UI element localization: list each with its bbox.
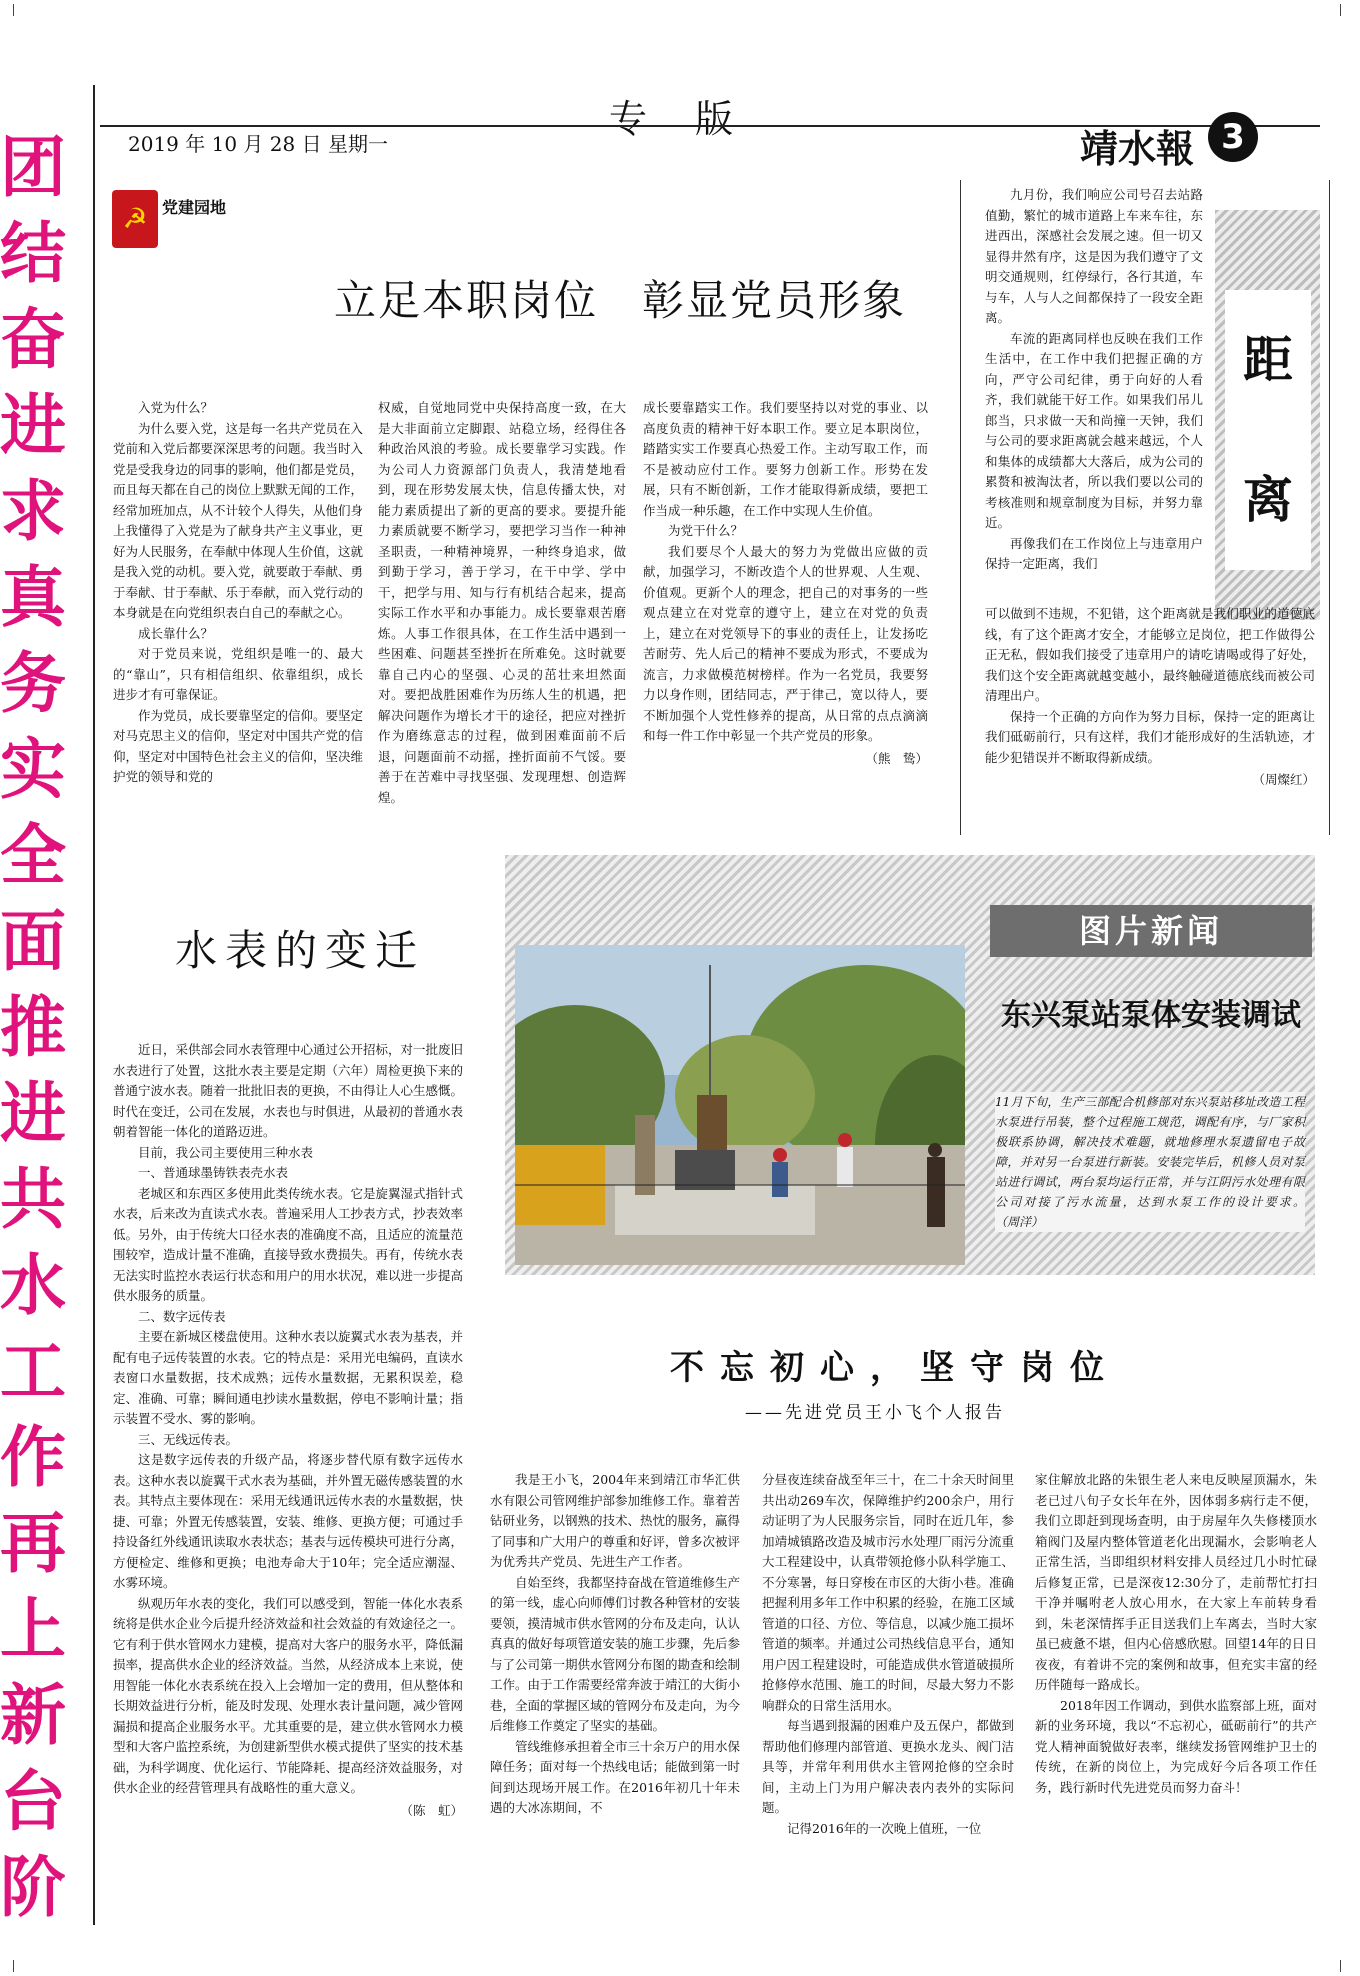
- article1-signature: （熊 鸷）: [865, 750, 928, 766]
- page-number: 3: [1208, 112, 1258, 162]
- distance-column-narrow: [985, 185, 1203, 603]
- wang-paragraph: 管线维修承担着全市三十余万户的用水保障任务；面对每一个热线电话；能做到第一时间到达现场开展工作。在2016年初几十年未遇的大冰冻期间，不: [490, 1738, 740, 1815]
- distance-paragraph: 保持一个正确的方向作为努力目标，保持一定的距离让我们砥砺前行，只有这样，我们才能形成好的生活轨迹，才能少犯错误并不断取得新成绩。: [985, 708, 1315, 765]
- picture-news-label: 图片新闻: [990, 905, 1312, 957]
- picture-news-caption: [995, 1092, 1305, 1232]
- distance-paragraph: 车流的距离同样也反映在我们工作生活中，在工作中我们把握正确的方向，严守公司纪律，勇于向好的人看齐，我们就能干好工作。如果我们吊儿郎当，只求做一天和尚撞一天钟，我们与公司的要求距离就会越来越远，个人和集体的成绩都大大落后，成为公司的累赘和被淘汰者，所以我们要以公司的考核准则和规章制度为目标，并努力靠近。: [985, 330, 1203, 530]
- slogan-bar: [0, 85, 95, 1925]
- article1-column-1: [113, 398, 363, 830]
- article1-title: 立足本职岗位 彰显党员形象: [333, 276, 906, 325]
- crop-mark: [13, 4, 14, 16]
- wang-paragraph: 家住解放北路的朱银生老人来电反映屋顶漏水，朱老已过八旬子女长年在外，因体弱多病行走不便，我们立即赶到现场查明，由于房屋年久失修楼顶水箱阀门及屋内整体管道老化出现漏水，会影响老人正常生活，当即组织材料安排人员经过几小时忙碌后修复正常，已是深夜12:30分了，走前帮忙打扫干净并嘱咐老人放心用水，在大家上车前转身看到，朱老深情挥手正目送我们上车离去，当时大家虽已疲惫不堪，但内心倍感欣慰。回望14年的日日夜夜，有着讲不完的案例和故事，但充实丰富的经历伴随每一路成长。: [1035, 1472, 1317, 1692]
- wang-paragraph: 分昼夜连续奋战至年三十，在二十余天时间里共出动269车次，保障维护约200余户，用行动证明了为人民服务宗旨，同时在近几年，参加靖城镇路改造及城市污水处理厂雨污分流重大工程建设中，认真带领抢修小队科学施工、不分寒暑，每日穿梭在市区的大街小巷。准确把握利用多年工作中积累的经验，在施工区域管道的口径、方位、等信息，以减少施工损坏管道的频率。并通过公司热线信息平台，通知用户因工程建设时，可能造成供水管道破损所抢修停水范围、施工的时间，尽最大努力不影响群众的日常生活用水。: [762, 1472, 1014, 1713]
- distance-column-wide: [985, 604, 1315, 832]
- distance-paragraph: 九月份，我们响应公司号召去站路值勤，繁忙的城市道路上车来车往，东进西出，深感社会发展之速。但一切又显得井然有序，这是因为我们遵守了文明交通规则，红停绿行，各行其道，车与车，人与人之间都保持了一段安全距离。: [985, 187, 1203, 325]
- meter-signature: （陈 虹）: [400, 1802, 463, 1818]
- issue-date: 2019 年 10 月 28 日 星期一: [128, 132, 388, 156]
- article1-paragraph: 对于党员来说，党组织是唯一的、最大的“靠山”，只有相信组织、依靠组织，成长进步才有可靠保证。: [113, 646, 363, 702]
- article1-paragraph: 成长靠什么？: [138, 625, 214, 641]
- article1-column-3: [643, 398, 928, 830]
- picture-news-signature: （周洋）: [995, 1215, 1044, 1229]
- distance-paragraph: 再像我们在工作岗位上与违章用户保持一定距离，我们: [985, 535, 1203, 571]
- newspaper-masthead: 靖水報: [1080, 126, 1195, 171]
- article1-column-2: [378, 398, 626, 830]
- meter-paragraph: 主要在新城区楼盘使用。这种水表以旋翼式水表为基表，并配有电子远传装置的水表。它的特点是：采用光电编码，直读水表窗口水量数据，技术成熟；远传水量数据，无累积误差，稳定、准确、可靠；瞬间通电抄读水量数据，停电不影响计量；指示装置不受水、雾的影响。: [113, 1329, 463, 1426]
- article1-paragraph: 入党为什么？: [138, 400, 214, 415]
- meter-article-body: [113, 1040, 463, 1900]
- crop-mark: [1340, 1960, 1341, 1972]
- article1-paragraph: 成长要靠踏实工作。我们要坚持以对党的事业、以高度负责的精神干好本职工作。要立足本职岗位，踏踏实实工作要真心热爱工作。主动写取工作，而不是被动应付工作。要努力创新工作。形势在发展，只有不断创新，工作才能取得新成绩，要把工作当成一种乐趣，在工作中实现人生价值。: [643, 400, 928, 518]
- party-emblem-icon: ☭: [112, 190, 158, 248]
- wang-paragraph: 2018年因工作调动，到供水监察部上班，面对新的业务环境，我以“不忘初心，砥砺前行”的共产党人精神面貌做好表率，继续发扬管网维护卫士的传统，在新的岗位上，为完成好今后各项工作任务，践行新时代先进党员而努力奋斗！: [1035, 1697, 1317, 1795]
- meter-paragraph: 二、数字远传表: [138, 1308, 226, 1324]
- picture-news-text: 11月下旬，生产三部配合机修部对东兴泵站移址改造工程水泵进行吊装，整个过程施工规范，调配有序，与厂家积极联系协调，解决技术难题，就地修理水泵遗留电子故障，并对另一台泵进行新装。安装完毕后，机修人员对泵站进行调试，两台泵均运行正常，并与江阴污水处理有限公司对接了污水流量，达到水泵工作的设计要求。: [995, 1095, 1305, 1209]
- party-garden-label: 党建园地: [162, 198, 227, 217]
- meter-article-title: 水表的变迁: [175, 926, 426, 975]
- distance-article-title: 距离: [1225, 290, 1311, 570]
- distance-signature: （周燦红）: [1252, 772, 1315, 787]
- meter-paragraph: 近日，采供部会同水表管理中心通过公开招标，对一批废旧水表进行了处置，这批水表主要是定期（六年）周检更换下来的普通宁波水表。随着一批批旧表的更换，不由得让人心生感慨。时代在变迁，公司在发展，水表也与时俱进，从最初的普通水表朝着智能一体化的道路迈进。: [113, 1042, 463, 1139]
- meter-paragraph: 一、普通球墨铸铁表壳水表: [138, 1165, 289, 1180]
- wang-article-title: 不忘初心，坚守岗位: [670, 1348, 1120, 1388]
- crop-mark: [13, 1960, 14, 1972]
- pump-station-photo: [515, 945, 965, 1265]
- article1-paragraph: 权威，自觉地同党中央保持高度一致，在大是大非面前立定脚跟、站稳立场，经得住各种政治风浪的考验。成长要靠学习实践。作为公司人力资源部门负责人，我清楚地看到，现在形势发展太快，信息传播太快，对能力素质提出了新的更高的要求。要提升能力素质就要不断学习，要把学习当作一种神圣职责，一种精神境界，一种终身追求，做到勤于学习，善于学习，在干中学、学中干，把学与用、知与行有机结合起来，提高实际工作水平和办事能力。成长要靠艰苦磨炼。人事工作很具体，在工作生活中遇到一些困难、问题甚至挫折在所难免。这时就要靠自己内心的坚强、心灵的茁壮来坦然面对。要把战胜困难作为历练人生的机遇，把解决问题作为增长才干的途径，把应对挫折作为磨练意志的过程，做到困难面前不后退，问题面前不动摇，挫折面前不气馁。要善于在苦难中寻找坚强、发现理想、创造辉煌。: [378, 400, 626, 805]
- picture-news-headline: 东兴泵站泵体安装调试: [1001, 998, 1301, 1033]
- wang-paragraph: 自始至终，我都坚持奋战在管道维修生产的第一线，虚心向师傅们讨教各种管材的安装要领，摸清城市供水管网的分布及走向，认认真真的做好每项管道安装的施工步骤，先后参与了公司第一期供水管网分布图的勘查和绘制工作。由于工作需要经常奔波于靖江的大街小巷，全面的掌握区域的管网分布及走向，为今后维修工作奠定了坚实的基础。: [490, 1574, 740, 1733]
- article1-paragraph: 我们要尽个人最大的努力为党做出应做的贡献，加强学习，不断改造个人的世界观、人生观、价值观。更新个人的理念，把自己的对事务的一些观点建立在对党章的遵守上，建立在对党的负责上，建立在对党领导下的事业的责任上，让发扬吃苦耐劳、先人后己的精神不要成为形式，不要成为流言，力求做模范树榜样。作为一名党员，我要努力以身作则，团结同志，严于律己，宽以待人，要不断加强个人党性修养的提高，从日常的点点滴滴和每一件工作中彰显一个共产党员的形象。: [643, 543, 928, 743]
- section-title: 专版: [608, 97, 781, 141]
- article1-paragraph: 为党干什么？: [668, 523, 744, 538]
- wang-article-subtitle: ——先进党员王小飞个人报告: [745, 1403, 1005, 1423]
- meter-paragraph: 三、无线远传表。: [138, 1431, 239, 1447]
- article1-paragraph: 作为党员，成长要靠坚定的信仰。要坚定对马克思主义的信仰，坚定对中国共产党的信仰，坚定对中国特色社会主义的信仰，坚决维护党的领导和党的: [113, 707, 363, 784]
- wang-paragraph: 每当遇到报漏的困难户及五保户，都做到帮助他们修理内部管道、更换水龙头、阀门洁具等，并常年利用供水主管网抢修的空余时间，主动上门为用户解决表内表外的实际问题。: [762, 1718, 1014, 1815]
- wang-paragraph: 记得2016年的一次晚上值班，一位: [787, 1820, 982, 1836]
- distance-paragraph: 可以做到不违规，不犯错，这个距离就是我们职业的道德底线，有了这个距离才安全，才能够立足岗位，把工作做得公正无私，假如我们接受了违章用户的请吃请喝或得了好处，我们这个安全距离就越变越小，最终触碰道德底线而被公司清理出户。: [985, 606, 1315, 703]
- wang-paragraph: 我是王小飞，2004年来到靖江市华汇供水有限公司管网维护部参加维修工作。靠着苦钻研业务，以钢熟的技术、热忱的服务，赢得了同事和广大用户的尊重和好评，曾多次被评为优秀共产党员、先进生产工作者。: [490, 1472, 740, 1569]
- meter-paragraph: 目前，我公司主要使用三种水表: [138, 1144, 314, 1160]
- meter-paragraph: 这是数字远传表的升级产品，将逐步替代原有数字远传水表。这种水表以旋翼干式水表为基础，并外置无磁传感装置的水表。其特点主要体现在：采用无线通讯远传水表的水量数据，快捷、可靠；外置无传感装置，安装、维修、更换方便；可通过手持设备红外线通讯读取水表状态；基表与远传模块可进行分离，方便检定、维修和更换；电池寿命大于10年；完全适应潮湿、水雾环境。: [113, 1452, 463, 1590]
- article1-paragraph: 为什么要入党，这是每一名共产党员在入党前和入党后都要深深思考的问题。我当时入党是受我身边的同事的影响，他们都是党员，而且每天都在自己的岗位上默默无闻的工作，经常加班加点，从不计较个人得失，从他们身上我懂得了入党是为了献身共产主义事业，更好为人民服务，在奉献中体现人生价值，这就是我入党的动机。要入党，就要敢于奉献、勇于奉献、甘于奉献、乐于奉献，而入党行动的本身就是在向党组织表白自己的奉献之心。: [113, 420, 363, 620]
- crop-mark: [1340, 4, 1341, 16]
- vertical-slogan: 团结奋进 求真务实 全面推进共水工作再上新台阶: [0, 129, 66, 1926]
- wang-column-1: [490, 1470, 740, 1910]
- wang-column-2: [762, 1470, 1014, 1910]
- meter-paragraph: 纵观历年水表的变化，我们可以感受到，智能一体化水表系统将是供水企业今后提升经济效益和社会效益的有效途径之一。它有利于供水管网水力建模，提高对大客户的服务水平，降低漏损率，提高供水企业的经济效益。当然，从经济成本上来说，使用智能一体化水表系统在投入上会增加一定的费用，但从整体和长期效益进行分析，能及时发现、处理水表计量问题，减少管网漏损和提高企业服务水平。尤其重要的是，建立供水管网水力模型和大客户监控系统，为创建新型供水模式提供了坚实的技术基础，为科学调度、优化运行、节能降耗、提高经济效益服务，对供水企业的经营管理具有战略性的重大意义。: [113, 1595, 463, 1795]
- wang-column-3: [1035, 1470, 1317, 1910]
- meter-paragraph: 老城区和东西区多使用此类传统水表。它是旋翼湿式指针式水表，后来改为直读式水表。普遍采用人工抄表方式，抄表效率低。另外，由于传统大口径水表的准确度不高，且适应的流量范围较窄，造成计量不准确，直接导致水费损失。再有，传统水表无法实时监控水表运行状态和用户的用水状况，难以进一步提高供水服务的质量。: [113, 1185, 463, 1303]
